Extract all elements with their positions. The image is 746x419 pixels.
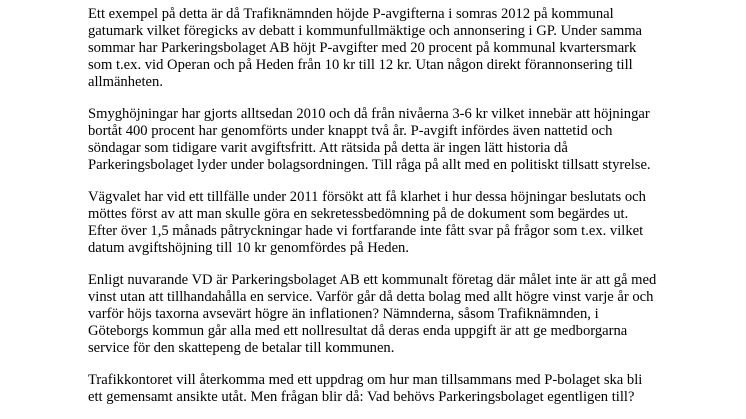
text-line: Efter över 1,5 månads påtryckningar hade vi fortfarande inte fått svar på frågor som t.ex. vilket bbox=[88, 223, 644, 239]
paragraph-smyghojningar bbox=[88, 106, 651, 174]
text-line: söndagar som tidigare varit avgiftsfritt. Att rätsida på detta är ingen lätt historia då bbox=[88, 140, 568, 156]
text-line: ett gemensamt ansikte utåt. Men frågan blir då: Vad behövs Parkeringsbolaget egentligen till? bbox=[88, 389, 635, 405]
text-line: gatumark vilket föregicks av debatt i kommunfullmäktige och annonsering i GP. Under samma bbox=[88, 23, 643, 39]
text-line: Enligt nuvarande VD är Parkeringsbolaget AB ett kommunalt företag där målet inte är att gå med bbox=[88, 272, 657, 288]
text-line: Parkeringsbolaget lyder under bolagsordningen. Till råga på allt med en politiskt tillsatt styrelse. bbox=[88, 157, 651, 173]
text-line: datum avgiftshöjning till 10 kr genomfördes på Heden. bbox=[88, 240, 409, 256]
text-line: varför höjs taxorna avsevärt högre än inflationen? Nämnderna, såsom Trafiknämnden, i bbox=[88, 306, 599, 322]
text-line: Ett exempel på detta är då Trafiknämnden höjde P-avgifterna i somras 2012 på kommunal bbox=[88, 6, 614, 22]
text-line: sommar har Parkeringsbolaget AB höjt P-avgifter med 20 procent på kommunal kvartersmark bbox=[88, 40, 637, 56]
text-line: Göteborgs kommun går alla med ett nollresultat då deras enda uppgift är att ge medborgarna bbox=[88, 323, 628, 339]
text-line: som t.ex. vid Operan och på Heden från 10 kr till 12 kr. Utan någon direkt förannonsering till bbox=[88, 57, 633, 73]
text-line: Vägvalet har vid ett tillfälle under 2011 försökt att få klarhet i hur dessa höjningar beslutats och bbox=[88, 189, 646, 205]
paragraph-vagvalet bbox=[88, 189, 646, 257]
paragraph-trafikkontoret bbox=[88, 372, 642, 406]
paragraph-p-avgifter-2012 bbox=[88, 6, 642, 91]
text-line: bortåt 400 procent har genomförts under knappt två år. P-avgift infördes även nattetid och bbox=[88, 123, 613, 139]
text-line: Smyghöjningar har gjorts alltsedan 2010 och då från nivåerna 3-6 kr vilket innebär att höjningar bbox=[88, 106, 650, 122]
text-line: möttes först av att man skulle göra en sekretessbedömning på de dokument som begärdes ut. bbox=[88, 206, 629, 222]
text-line: Trafikkontoret vill återkomma med ett uppdrag om hur man tillsammans med P-bolaget ska bli bbox=[88, 372, 643, 388]
text-line: vinst utan att tillhandahålla en service. Varför går då detta bolag med allt högre vinst varje år och bbox=[88, 289, 654, 305]
paragraph-vd-parkeringsbolaget bbox=[88, 272, 656, 357]
text-line: allmänheten. bbox=[88, 74, 163, 90]
text-line: service för den skattepeng de betalar till kommunen. bbox=[88, 340, 395, 356]
